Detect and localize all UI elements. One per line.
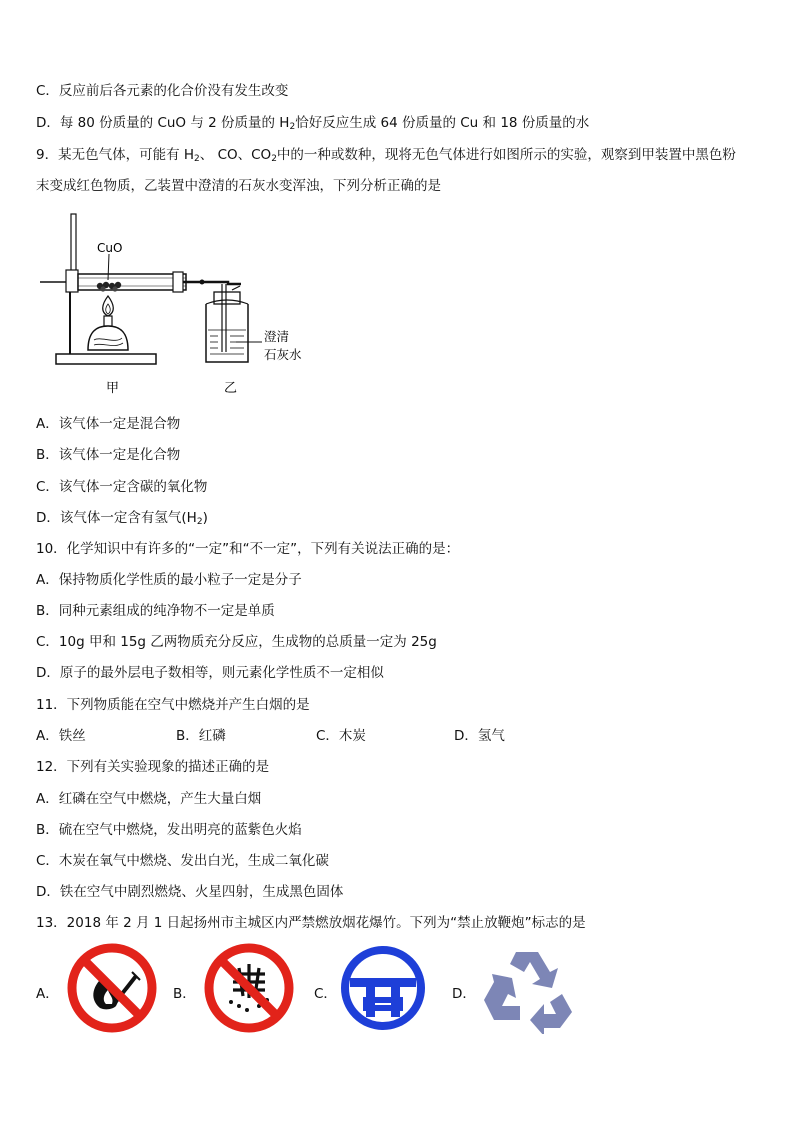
q11-option-a: A．铁丝 (36, 728, 86, 744)
q8-option-d: D．每 80 份质量的 CuO 与 2 份质量的 $H_2$恰好反应生成 64 份质量的 Cu 和 18 份质量的水 (36, 115, 590, 132)
q13-option-c-label: C． (314, 986, 337, 1002)
q9-stem-line2: 末变成红色物质，乙装置中澄清的石灰水变浑浊，下列分析正确的是 (36, 178, 441, 194)
cuo-label: CuO (97, 241, 123, 255)
q9-stem-line1: 9．某无色气体，可能有 $H_2$、 CO、$CO_2$中的一种或数种，现将无色气体进行如图所示的实验，观察到甲装置中黑色粉 (36, 147, 736, 164)
q11-stem: 11．下列物质能在空气中燃烧并产生白烟的是 (36, 697, 310, 713)
recycle-icon (480, 942, 576, 1034)
q11-option-d: D．氢气 (454, 728, 505, 744)
apparatus-diagram (36, 212, 336, 402)
limewater-label-2: 石灰水 (264, 347, 302, 362)
q10-option-a: A．保持物质化学性质的最小粒子一定是分子 (36, 572, 302, 588)
q10-option-c: C．10g 甲和 15g 乙两物质充分反应，生成物的总质量一定为 25g (36, 634, 437, 650)
inlet-tube (71, 214, 76, 274)
q9-option-b: B．该气体一定是化合物 (36, 447, 181, 463)
q10-option-d: D．原子的最外层电子数相等，则元素化学性质不一定相似 (36, 665, 384, 681)
q13-option-d-label: D． (452, 986, 476, 1002)
limewater-label-1: 澄清 (264, 329, 290, 344)
q9-option-c: C．该气体一定含碳的氧化物 (36, 479, 208, 495)
glass-tube (78, 274, 186, 290)
circle-emblem-icon (340, 942, 426, 1034)
no-fire-icon (66, 942, 158, 1034)
q13-options (0, 942, 794, 1042)
gas-washing-bottle (206, 304, 248, 362)
q12-option-a: A．红磷在空气中燃烧，产生大量白烟 (36, 791, 262, 807)
q9-option-d: D．该气体一定含有氢气$(H_2)$ (36, 510, 208, 527)
q13-option-a-label: A． (36, 986, 59, 1002)
q12-option-d: D．铁在空气中剧烈燃烧、火星四射，生成黑色固体 (36, 884, 344, 900)
no-firecracker-icon (203, 942, 295, 1034)
q11-option-c: C．木炭 (316, 728, 366, 744)
q12-option-c: C．木炭在氧气中燃烧、发出白光，生成二氧化碳 (36, 853, 329, 869)
label-yi: 乙 (224, 381, 238, 396)
q12-stem: 12．下列有关实验现象的描述正确的是 (36, 759, 270, 775)
q13-stem: 13．2018 年 2 月 1 日起扬州市主城区内严禁燃放烟花爆竹。下列为“禁止放鞭炮”标志的是 (36, 915, 586, 931)
connecting-tube (183, 282, 241, 284)
q9-option-a: A．该气体一定是混合物 (36, 416, 181, 432)
q10-stem: 10．化学知识中有许多的“一定”和“不一定”，下列有关说法正确的是： (36, 541, 460, 557)
q11-option-b: B．红磷 (176, 728, 226, 744)
clamp (66, 270, 78, 292)
q13-option-b-label: B． (173, 986, 196, 1002)
label-jia: 甲 (106, 381, 120, 396)
q8-option-c: C．反应前后各元素的化合价没有发生改变 (36, 83, 289, 99)
stand-base (56, 354, 156, 364)
q10-option-b: B．同种元素组成的纯净物不一定是单质 (36, 603, 275, 619)
q12-option-b: B．硫在空气中燃烧，发出明亮的蓝紫色火焰 (36, 822, 302, 838)
q11-options (36, 727, 756, 745)
